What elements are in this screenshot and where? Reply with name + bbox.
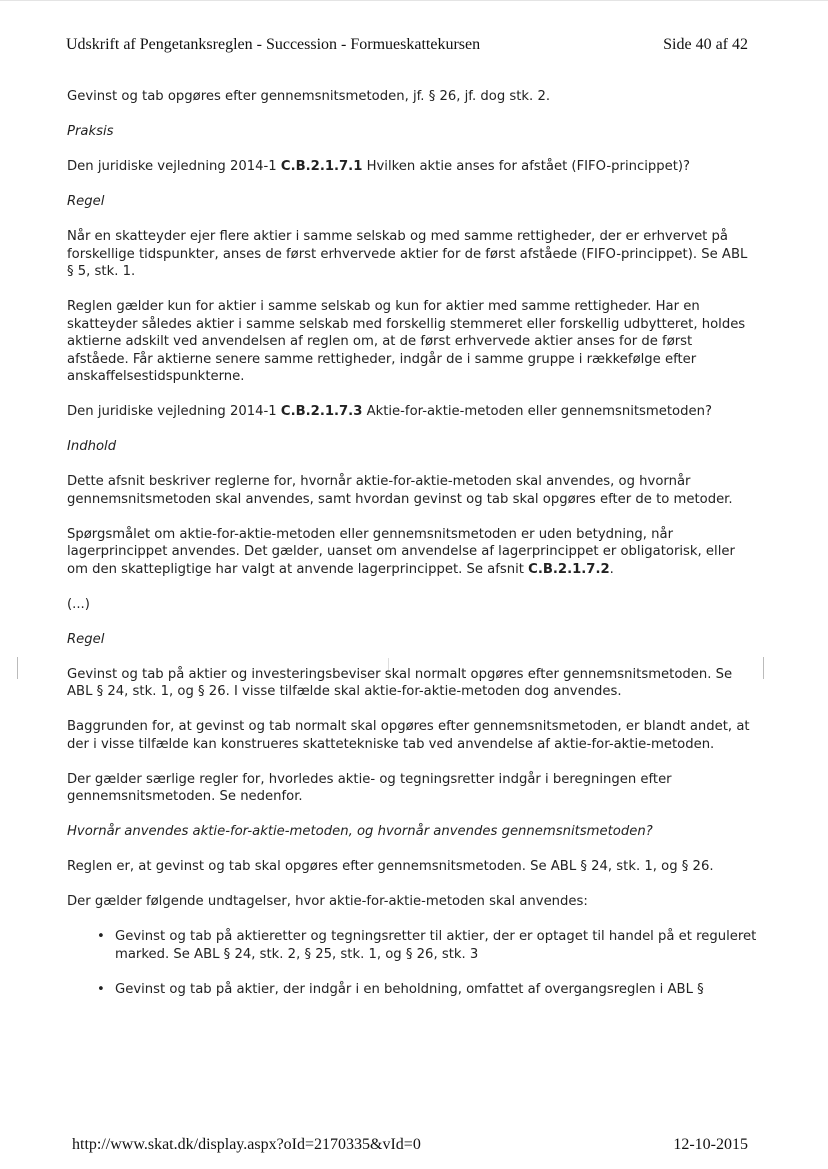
paragraph: Dette afsnit beskriver reglerne for, hvornår aktie-for-aktie-metoden skal anvendes, og hvornår gennemsnitsmetoden skal anvendes, samt hvordan gevinst og tab skal opgøres efter de to metoder.: [67, 474, 733, 507]
exceptions-list: [67, 928, 757, 998]
source-url: http://www.skat.dk/display.aspx?oId=2170335&vId=0: [72, 1136, 421, 1153]
reference-code: C.B.2.1.7.2: [528, 561, 610, 577]
paragraph: Spørgsmålet om aktie-for-aktie-metoden eller gennemsnitsmetoden er uden betydning, når lagerprincippet anvendes. Det gælder, uanset om anvendelse af lagerprincippet er obligatorisk, eller om den skattepligtige har valgt at anvende lagerprincippet. Se afsnit C.B.2.1.7.2.: [67, 526, 735, 577]
left-margin-mark: [17, 657, 18, 679]
section-heading-indhold: Indhold: [67, 439, 117, 454]
section-heading-praksis: Praksis: [67, 124, 114, 139]
section-heading-regel: Regel: [67, 631, 105, 647]
list-item: • Gevinst og tab på aktier, der indgår i en beholdning, omfattet af overgangsreglen i ABL §: [97, 981, 757, 999]
paragraph: Baggrunden for, at gevinst og tab normalt skal opgøres efter gennemsnitsmetoden, er blandt andet, at der i visse tilfælde kan konstrueres skattetekniske tab ved anvendelse af aktie-for-aktie-metoden.: [67, 719, 750, 752]
print-date: 12-10-2015: [673, 1136, 748, 1153]
document-body: [67, 88, 757, 998]
section-heading-regel: Regel: [67, 194, 105, 209]
paragraph: Gevinst og tab opgøres efter gennemsnitsmetoden, jf. § 26, jf. dog stk. 2.: [67, 89, 551, 104]
ellipsis: (...): [67, 596, 90, 612]
paragraph: Når en skatteyder ejer flere aktier i samme selskab og med samme rettigheder, der er erhvervet på forskellige tidspunkter, anses de først erhvervede aktier for de først afståede (FIFO-princippet). Se ABL § 5, stk. 1.: [67, 229, 748, 279]
page-number: Side 40 af 42: [663, 36, 748, 53]
paragraph: Der gælder følgende undtagelser, hvor aktie-for-aktie-metoden skal anvendes:: [67, 894, 588, 909]
list-item: • Gevinst og tab på aktieretter og tegningsretter til aktier, der er optaget til handel på et reguleret marked. Se ABL § 24, stk. 2, § 25, stk. 1, og § 26, stk. 3: [97, 928, 757, 963]
reference-code: C.B.2.1.7.3: [280, 404, 363, 419]
right-margin-mark: [763, 657, 764, 679]
paragraph: Der gælder særlige regler for, hvorledes aktie- og tegningsretter indgår i beregningen efter gennemsnitsmetoden. Se nedenfor.: [67, 771, 672, 804]
section-question: Hvornår anvendes aktie-for-aktie-metoden, og hvornår anvendes gennemsnitsmetoden?: [67, 824, 653, 839]
document-title: Udskrift af Pengetanksreglen - Succession - Formueskattekursen: [66, 36, 481, 53]
paragraph: Gevinst og tab på aktier og investeringsbeviser skal normalt opgøres efter gennemsnitsmetoden. Se ABL § 24, stk. 1, og § 26. I visse tilfælde skal aktie-for-aktie-metoden dog anvendes.: [67, 666, 733, 699]
reference-paragraph: Den juridiske vejledning 2014-1 C.B.2.1.7.1 Hvilken aktie anses for afstået (FIFO-princippet)?: [67, 159, 691, 174]
reference-code: C.B.2.1.7.1: [280, 159, 363, 174]
paragraph: Reglen er, at gevinst og tab skal opgøres efter gennemsnitsmetoden. Se ABL § 24, stk. 1, og § 26.: [67, 859, 714, 874]
reference-paragraph: Den juridiske vejledning 2014-1 C.B.2.1.7.3 Aktie-for-aktie-metoden eller gennemsnitsmetoden?: [67, 404, 712, 419]
paragraph: Reglen gælder kun for aktier i samme selskab og kun for aktier med samme rettigheder. Har en skatteyder således aktier i samme selskab med forskellig stemmeret eller forskellig udbytteret, holdes aktierne adskilt ved anvendelsen af reglen om, at de først erhvervede aktier anses for de først afståede. Får aktierne senere samme rettigheder, indgår de i samme gruppe i rækkefølge efter anskaffelsestidspunkterne.: [67, 299, 746, 384]
